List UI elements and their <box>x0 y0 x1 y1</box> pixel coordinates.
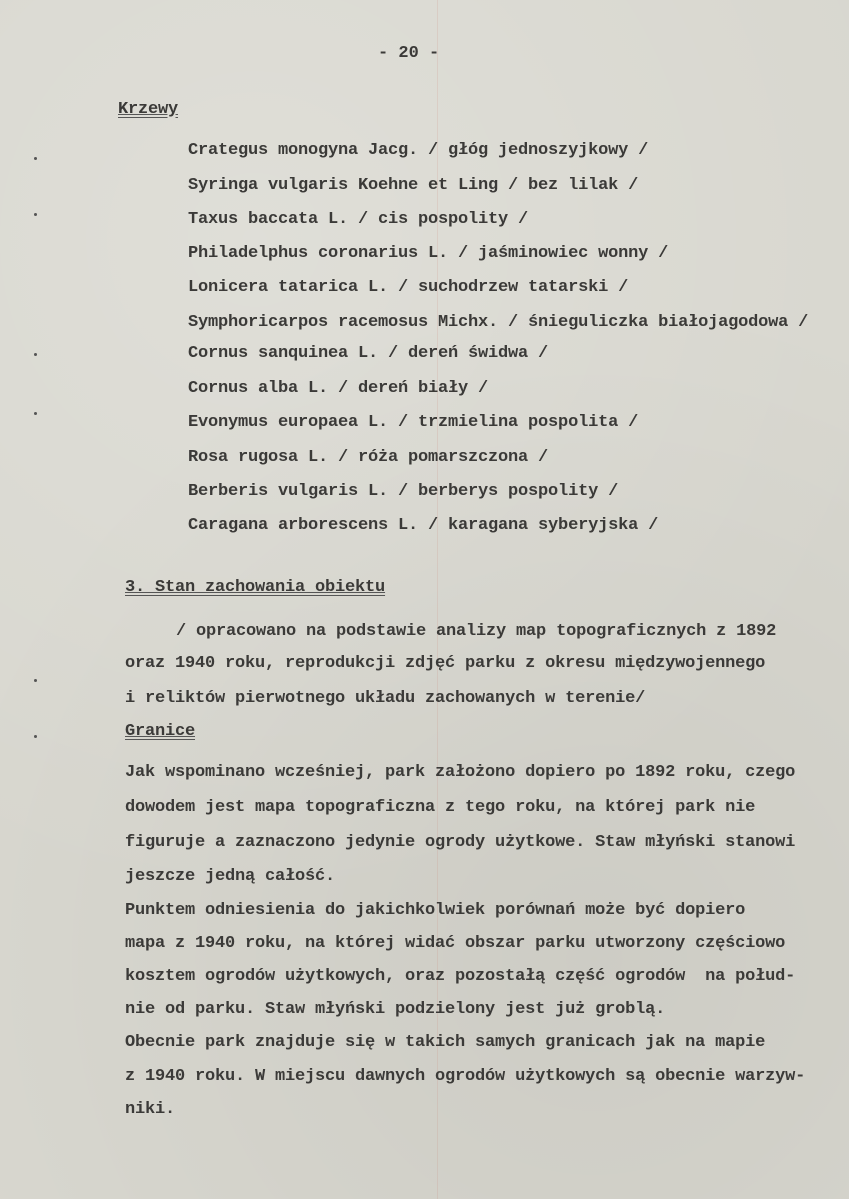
body-line: nie od parku. Staw młyński podzielony jest już groblą. <box>125 1000 666 1019</box>
body-line: kosztem ogrodów użytkowych, oraz pozostałą część ogrodów na połud- <box>125 967 796 986</box>
list-item: Berberis vulgaris L. / berberys pospolity / <box>188 482 619 501</box>
body-line: Punktem odniesienia do jakichkolwiek porównań może być dopiero <box>125 901 746 920</box>
list-item: Lonicera tatarica L. / suchodrzew tatarski / <box>188 278 629 297</box>
list-item: Cornus sanquinea L. / dereń świdwa / <box>188 344 549 363</box>
body-line: z 1940 roku. W miejscu dawnych ogrodów użytkowych są obecnie warzyw- <box>125 1067 806 1086</box>
list-item: Taxus baccata L. / cis pospolity / <box>188 210 529 229</box>
punch-mark <box>34 213 37 216</box>
list-item: Caragana arborescens L. / karagana syberyjska / <box>188 516 659 535</box>
punch-mark <box>34 735 37 738</box>
punch-mark <box>34 353 37 356</box>
page-number: - 20 - <box>378 44 440 63</box>
list-item: Evonymus europaea L. / trzmielina pospolita / <box>188 413 639 432</box>
list-item: Rosa rugosa L. / róża pomarszczona / <box>188 448 549 467</box>
list-item: Philadelphus coronarius L. / jaśminowiec wonny / <box>188 244 669 263</box>
section-note-line: oraz 1940 roku, reprodukcji zdjęć parku z okresu międzywojennego <box>125 654 766 673</box>
body-line: Obecnie park znajduje się w takich samych granicach jak na mapie <box>125 1033 766 1052</box>
subheading-granice: Granice <box>125 722 196 741</box>
punch-mark <box>34 157 37 160</box>
list-item: Cornus alba L. / dereń biały / <box>188 379 489 398</box>
section-heading: 3. Stan zachowania obiektu <box>125 578 386 597</box>
shrubs-heading: Krzewy <box>118 100 179 119</box>
list-item: Symphoricarpos racemosus Michx. / śnieguliczka białojagodowa / <box>188 313 809 332</box>
list-item: Crategus monogyna Jacg. / głóg jednoszyjkowy / <box>188 141 649 160</box>
body-line: figuruje a zaznaczono jedynie ogrody użytkowe. Staw młyński stanowi <box>125 833 796 852</box>
punch-mark <box>34 679 37 682</box>
section-note-line: / opracowano na podstawie analizy map topograficznych z 1892 <box>176 622 777 641</box>
punch-mark <box>34 412 37 415</box>
body-line: dowodem jest mapa topograficzna z tego roku, na której park nie <box>125 798 756 817</box>
list-item: Syringa vulgaris Koehne et Ling / bez lilak / <box>188 176 639 195</box>
body-line: mapa z 1940 roku, na której widać obszar parku utworzony częściowo <box>125 934 786 953</box>
body-line: Jak wspominano wcześniej, park założono dopiero po 1892 roku, czego <box>125 763 796 782</box>
body-line: jeszcze jedną całość. <box>125 867 336 886</box>
body-line: niki. <box>125 1100 176 1119</box>
section-note-line: i reliktów pierwotnego układu zachowanych w terenie/ <box>125 689 646 708</box>
